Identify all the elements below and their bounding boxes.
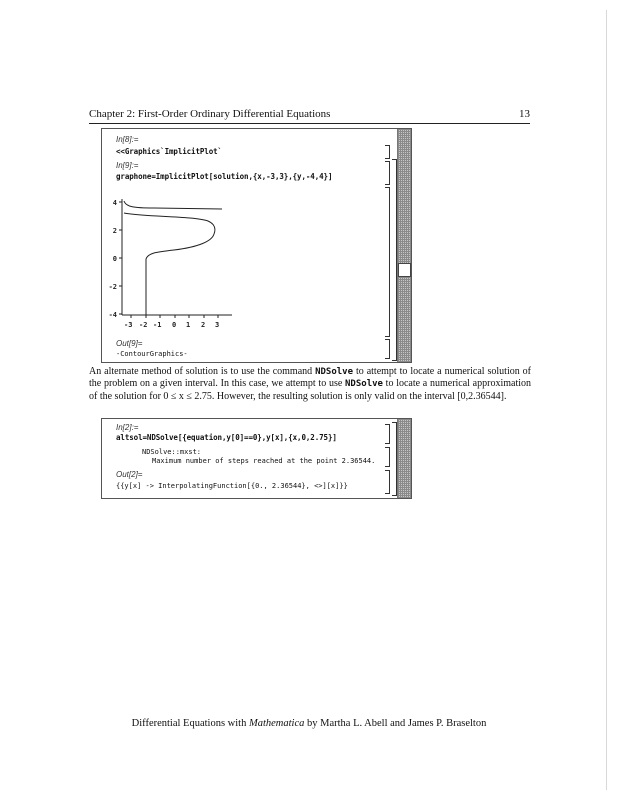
para-text-1: An alternate method of solution is to use the command — [89, 366, 316, 377]
contour-upper-curve — [124, 201, 222, 209]
command-ndsolve-2: NDSolve — [345, 379, 383, 390]
notebook-content-1 — [102, 129, 397, 362]
out9-label: Out[9]= — [116, 339, 143, 348]
x-tick-label: -2 — [139, 321, 148, 327]
chapter-title: Chapter 2: First-Order Ordinary Differential Equations — [89, 108, 331, 120]
in8-code[interactable]: <<Graphics`ImplicitPlot` — [116, 147, 222, 156]
out9-text: -ContourGraphics- — [116, 350, 188, 358]
contour-lower-curve — [124, 213, 215, 315]
cell-bracket-in8[interactable] — [385, 145, 390, 159]
notebook-content-2 — [102, 419, 397, 498]
plot-svg — [104, 199, 344, 327]
footer-suffix: by Martha L. Abell and James P. Braselton — [304, 718, 487, 729]
in9-code[interactable]: graphone=ImplicitPlot[solution,{x,-3,3},{y,-4,4}] — [116, 172, 333, 181]
y-tick-label: -2 — [108, 283, 117, 291]
page-footer — [0, 718, 618, 729]
para-text-3: to locate a numerical approximation of the solution for 0 ≤ x ≤ 2.75. However, the resulting solution is only valid on the interval [0,2.36544]. — [89, 378, 532, 402]
y-tick-label: 4 — [112, 199, 117, 207]
message-tag: NDSolve::mxst: — [142, 448, 202, 456]
header-rule — [89, 123, 530, 124]
in8-label: In[8]:= — [116, 135, 139, 144]
command-ndsolve-1: NDSolve — [315, 367, 354, 377]
y-tick-label: -4 — [108, 311, 117, 319]
y-tick-label: 2 — [112, 227, 117, 235]
x-tick-label: 3 — [215, 321, 220, 327]
scrollbar-thumb-1[interactable] — [398, 263, 411, 277]
para-text-2: to attempt to locate a numerical solution of the problem on a given interval. In this case, we attempt to use — [89, 366, 531, 390]
running-header — [89, 108, 530, 122]
out2-text: {{y[x] -> InterpolatingFunction[{0., 2.36544}, <>][x]}} — [116, 482, 348, 490]
message-text: Maximum number of steps reached at the point 2.36544. — [152, 457, 376, 465]
body-paragraph — [89, 366, 531, 402]
cell-bracket-graphics[interactable] — [385, 187, 390, 337]
scrollbar-2[interactable] — [397, 419, 411, 498]
notebook-window-1[interactable] — [101, 128, 412, 363]
notebook-window-2[interactable] — [101, 418, 412, 499]
cell-bracket-out2[interactable] — [385, 470, 390, 494]
x-tick-label: 1 — [186, 321, 191, 327]
cell-bracket-out9[interactable] — [385, 339, 390, 359]
footer-prefix: Differential Equations with — [131, 718, 249, 729]
y-tick-label: 0 — [112, 255, 117, 263]
in2-code[interactable]: altsol=NDSolve[{equation,y[0]==0},y[x],{x,0,2.75}] — [116, 433, 337, 442]
x-tick-label: 2 — [201, 321, 206, 327]
footer-italic: Mathematica — [248, 718, 305, 729]
x-tick-label: -3 — [124, 321, 133, 327]
scrollbar-1[interactable] — [397, 129, 411, 362]
cell-bracket-message[interactable] — [385, 447, 390, 467]
x-tick-label: -1 — [153, 321, 162, 327]
x-tick-label: 0 — [172, 321, 177, 327]
implicit-plot — [104, 199, 344, 327]
in2-label: In[2]:= — [116, 423, 139, 432]
page-number: 13 — [519, 108, 530, 120]
cell-bracket-in2[interactable] — [385, 424, 390, 444]
in9-label: In[9]:= — [116, 161, 139, 170]
page-edge-rule — [606, 10, 607, 790]
cell-bracket-in9[interactable] — [385, 161, 390, 185]
out2-label: Out[2]= — [116, 470, 143, 479]
